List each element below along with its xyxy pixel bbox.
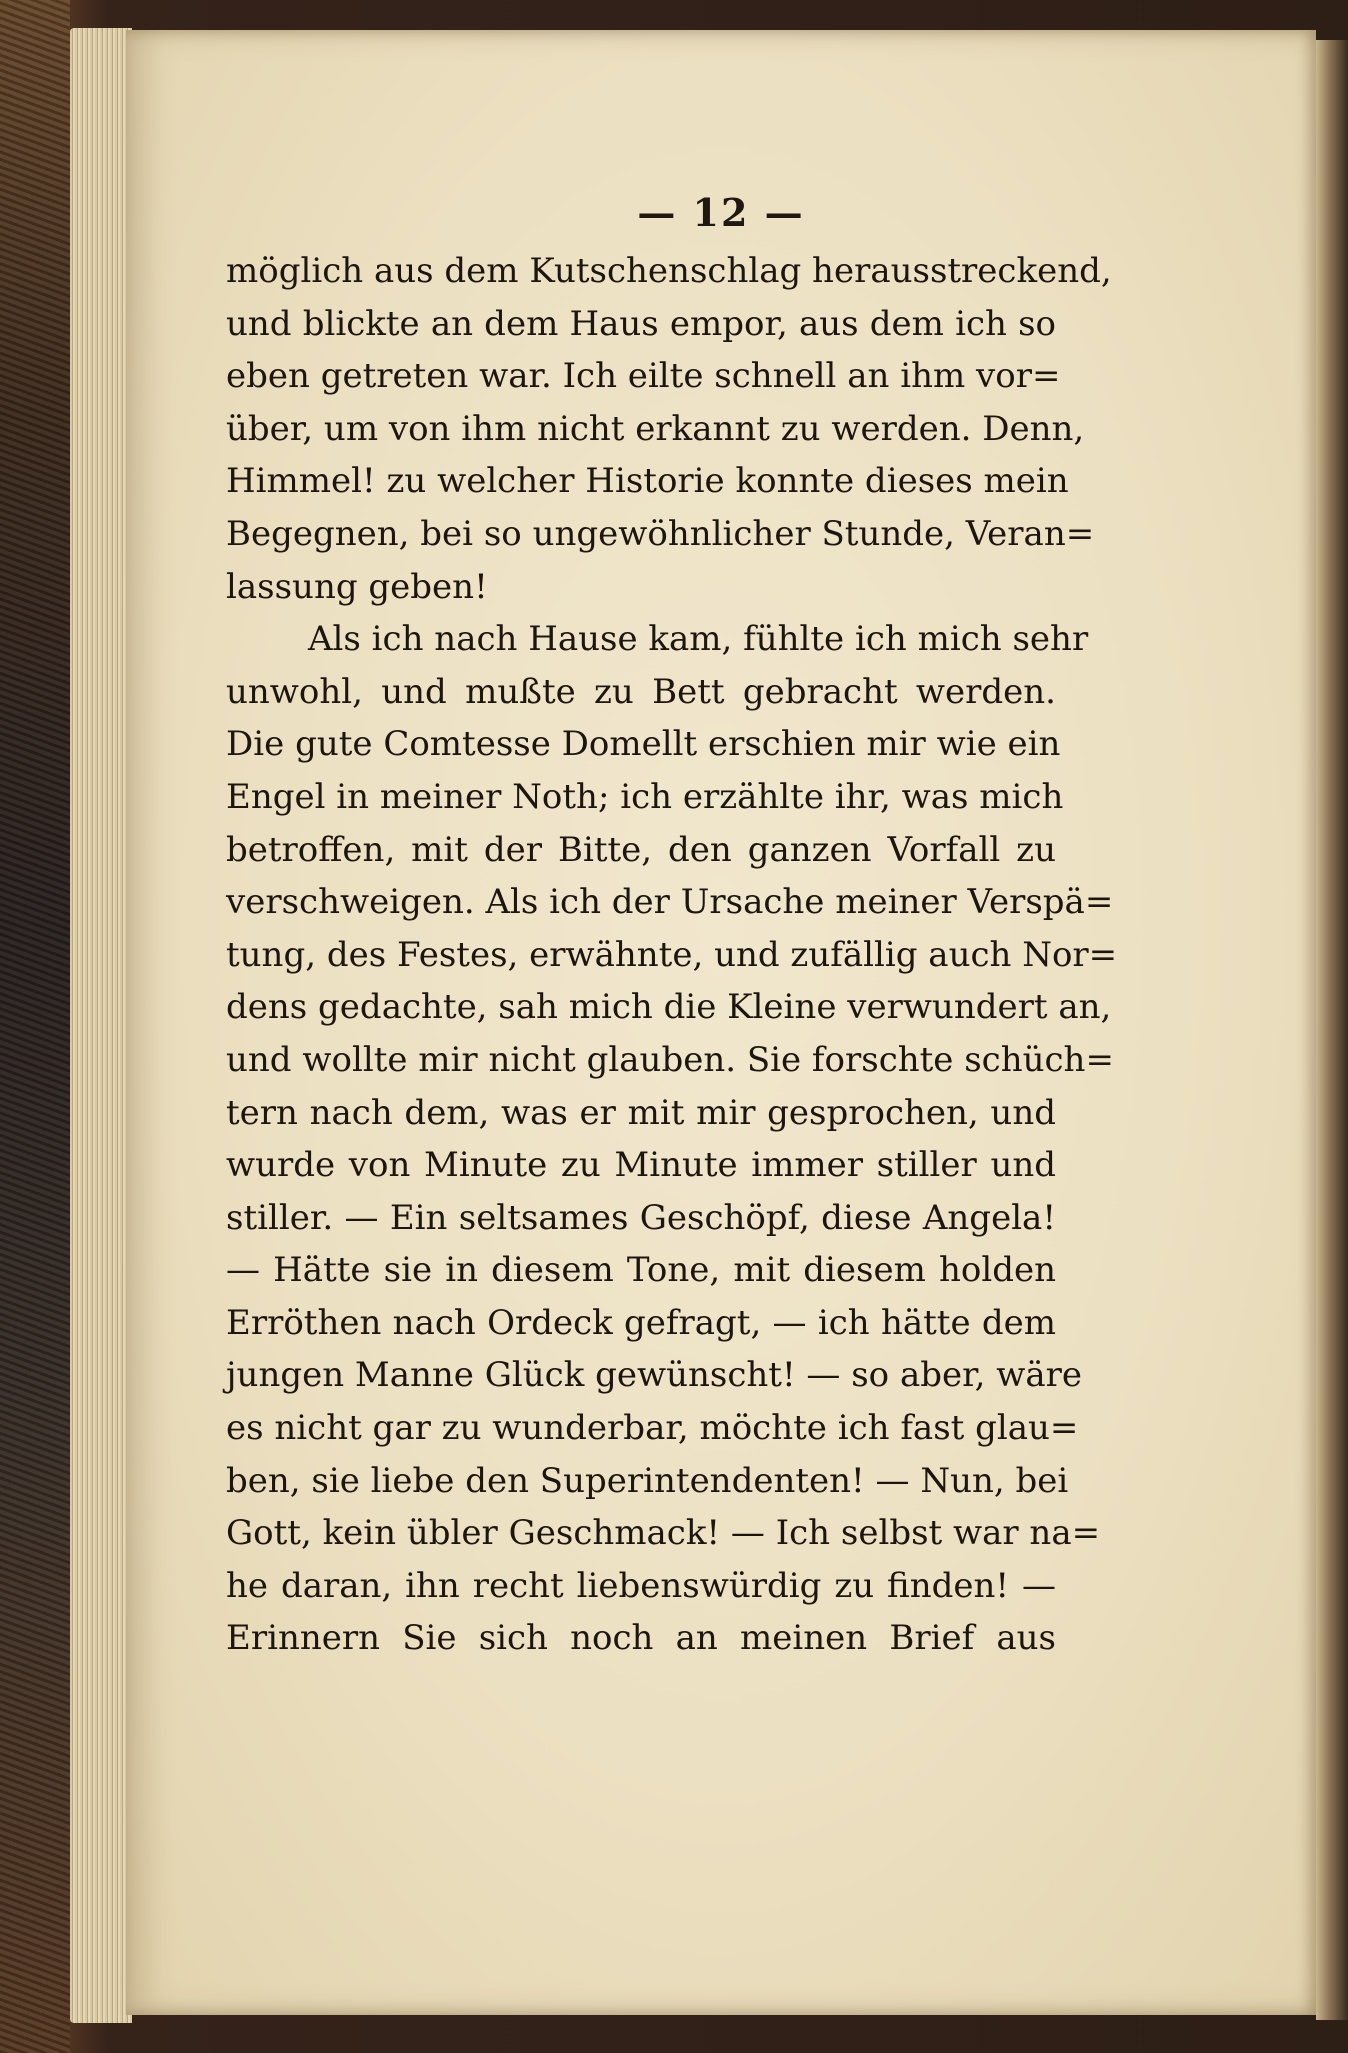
body-text [226, 245, 1118, 1665]
right-page-edge [1316, 40, 1348, 2020]
text-line: wurde von Minute zu Minute immer stiller und [226, 1145, 1056, 1186]
text-line: Engel in meiner Noth; ich erzählte ihr, was mich [226, 776, 1064, 817]
text-line: Begegnen, bei so ungewöhnlicher Stunde, Veran= [226, 513, 1095, 554]
text-line: dens gedachte, sah mich die Kleine verwundert an, [226, 987, 1112, 1028]
book-spine [0, 0, 70, 2053]
text-line: es nicht gar zu wunderbar, möchte ich fast glau= [226, 1408, 1079, 1449]
text-line: Erinnern Sie sich noch an meinen Brief aus [226, 1618, 1056, 1659]
text-line: Himmel! zu welcher Historie konnte dieses mein [226, 461, 1069, 502]
text-line: betroffen, mit der Bitte, den ganzen Vorfall zu [226, 829, 1056, 870]
text-line: ben, sie liebe den Superintendenten! — Nun, bei [226, 1460, 1069, 1501]
text-line: Gott, kein übler Geschmack! — Ich selbst war na= [226, 1513, 1101, 1554]
page-number: — 12 — [637, 190, 805, 235]
text-line: lassung geben! [226, 566, 488, 607]
text-line: stiller. — Ein seltsames Geschöpf, diese Angela! [226, 1197, 1056, 1238]
text-line: tern nach dem, was er mit mir gesprochen, und [226, 1092, 1056, 1133]
text-line: verschweigen. Als ich der Ursache meiner Verspä= [226, 882, 1114, 923]
text-line: und wollte mir nicht glauben. Sie forschte schüch= [226, 1039, 1114, 1080]
page-edges [70, 28, 132, 2023]
text-line: möglich aus dem Kutschenschlag herausstreckend, [226, 251, 1112, 291]
text-line: eben getreten war. Ich eilte schnell an ihm vor= [226, 356, 1061, 397]
text-line: he daran, ihn recht liebenswürdig zu finden! — [226, 1565, 1056, 1606]
text-line: über, um von ihm nicht erkannt zu werden. Denn, [226, 408, 1085, 449]
text-line: — Hätte sie in diesem Tone, mit diesem holden [226, 1250, 1056, 1291]
text-line: und blickte an dem Haus empor, aus dem ich so [226, 303, 1056, 344]
text-line: Die gute Comtesse Domellt erschien mir wie ein [226, 724, 1061, 765]
text-line: unwohl, und mußte zu Bett gebracht werden. [226, 671, 1056, 712]
text-line: tung, des Festes, erwähnte, und zufällig auch Nor= [226, 934, 1118, 975]
text-line: jungen Manne Glück gewünscht! — so aber, wäre [226, 1355, 1082, 1396]
text-line: Erröthen nach Ordeck gefragt, — ich hätte dem [226, 1302, 1056, 1343]
text-line: Als ich nach Hause kam, fühlte ich mich sehr [308, 619, 1089, 660]
